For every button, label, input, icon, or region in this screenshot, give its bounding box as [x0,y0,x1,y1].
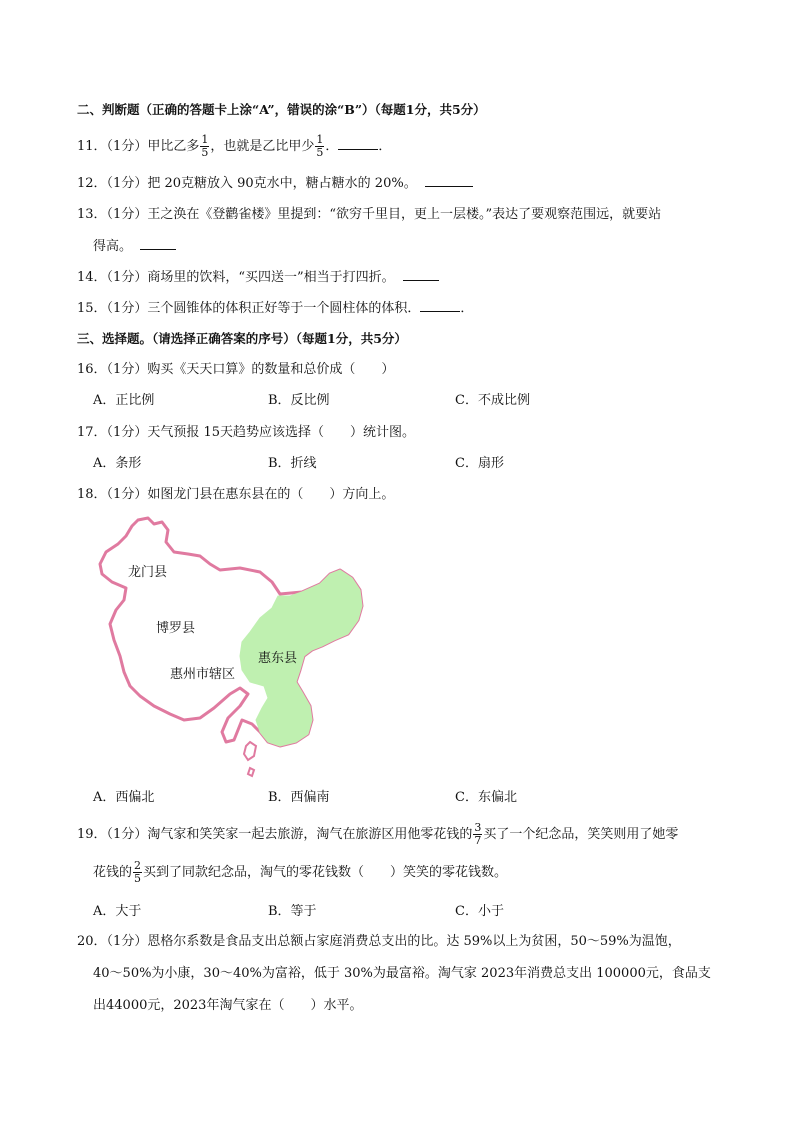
fraction-1-5-b: $\frac{1}{5}$ [316,133,324,159]
question-13-line-2 [93,237,176,257]
question-13-line-1: 13．（1分）王之涣在《登鹳雀楼》里提到：“欲穷千里目，更上一层楼。”表达了要观察范围远，就要站 [77,207,662,222]
option-a[interactable]: A．条形 [93,456,142,471]
option-c[interactable]: C．东偏北 [455,790,517,805]
question-15-end: ． [460,301,474,316]
answer-blank[interactable] [425,174,473,187]
question-11-text-1: 甲比乙多 [147,139,200,154]
question-11-number: 11．（1分） [77,139,148,154]
section-3-title: 三、选择题。（请选择正确答案的序号）（每题1分，共5分） [77,331,407,346]
question-13-text: 得高。 [93,239,133,254]
option-b[interactable]: B．西偏南 [268,790,330,805]
question-11 [77,134,391,159]
question-20-line-3: 出44000元，2023年淘气家在（ ）水平。 [93,998,363,1013]
question-20-line-2: 40～50%为小康，30～40%为富裕，低于 30%为最富裕。淘气家 2023年消费总支出 100000元，食品支 [93,966,711,981]
question-14 [77,268,439,288]
label-boluo: 博罗县 [156,621,196,636]
question-19-line-1 [77,820,678,850]
question-19-text-4: 买到了同款纪念品，淘气的零花钱数（ ）笑笑的零花钱数。 [143,865,508,880]
question-14-text: 14．（1分）商场里的饮料，“买四送一”相当于打四折。 [77,270,395,285]
option-b[interactable]: B．折线 [268,456,317,471]
answer-blank[interactable] [140,237,176,250]
option-b[interactable]: B．等于 [268,904,317,919]
answer-blank[interactable] [403,268,439,281]
option-a[interactable]: A．正比例 [93,393,155,408]
label-huidong: 惠东县 [258,651,298,666]
question-15-text: 15．（1分）三个圆锥体的体积正好等于一个圆柱体的体积． [77,301,421,316]
question-19-text-3: 花钱的 [93,865,133,880]
fraction-3-7: $\frac{3}{7}$ [474,821,482,847]
fraction-2-5: $\frac{2}{5}$ [134,859,142,885]
region-map [90,510,375,780]
answer-blank[interactable] [420,299,460,312]
question-20-line-1: 20．（1分）恩格尔系数是食品支出总额占家庭消费总支出的比。达 59%以上为贫困，50～59%为温饱， [77,934,681,949]
question-19-text-2: 买了一个纪念品，笑笑则用了她零 [483,827,679,842]
option-a[interactable]: A．大于 [93,904,142,919]
question-11-end: ． [378,139,392,154]
question-17-text: 17．（1分）天气预报 15天趋势应该选择（ ）统计图。 [77,425,415,440]
question-18-text: 18．（1分）如图龙门县在惠东县在的（ ）方向上。 [77,487,395,502]
question-11-text-2: ，也就是乙比甲少 [210,139,315,154]
label-huizhou: 惠州市辖区 [170,667,236,682]
answer-blank[interactable] [338,137,378,150]
island [248,768,254,776]
question-12-text: 12．（1分）把 20克糖放入 90克水中，糖占糖水的 20%。 [77,176,417,191]
question-12 [77,174,473,194]
fraction-1-5-a: $\frac{1}{5}$ [201,133,209,159]
question-16-text: 16．（1分）购买《天天口算》的数量和总价成（ ） [77,362,395,377]
question-11-text-3: ． [325,139,339,154]
option-c[interactable]: C．不成比例 [455,393,530,408]
option-a[interactable]: A．西偏北 [93,790,155,805]
question-19-text-1: 19．（1分）淘气家和笑笑家一起去旅游，淘气在旅游区用他零花钱的 [77,827,473,842]
section-2-title: 二、判断题（正确的答题卡上涂“A”，错误的涂“B”）（每题1分，共5分） [77,102,486,117]
island [244,742,256,760]
option-c[interactable]: C．小于 [455,904,504,919]
option-c[interactable]: C．扇形 [455,456,504,471]
question-15 [77,299,473,319]
option-b[interactable]: B．反比例 [268,393,330,408]
label-longmen: 龙门县 [128,565,168,580]
question-19-line-2 [93,858,507,888]
